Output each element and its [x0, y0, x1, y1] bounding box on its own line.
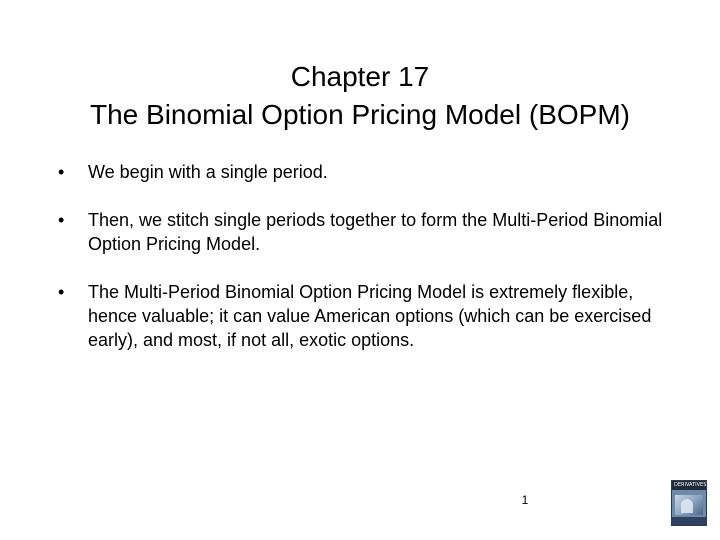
page-number: 1 [521, 493, 529, 507]
book-cover-icon [671, 480, 707, 526]
cover-footer-band [672, 517, 706, 525]
bullet-marker: • [58, 282, 65, 302]
title-line-chapter: Chapter 17 [290, 61, 430, 92]
bullet-marker: • [58, 210, 65, 230]
bullet-text: The Multi-Period Binomial Option Pricing Model is extremely flexible, hence valuable; it can value American options (which can be exercised early), and most, if not all, exotic options. [88, 282, 652, 350]
bullet-marker: • [58, 162, 65, 182]
bullet-text: We begin with a single period. [88, 162, 328, 182]
bullet-item [58, 280, 678, 352]
cover-title-text: DERIVATIVES [674, 482, 707, 488]
bullet-item [58, 208, 678, 256]
bullet-text: Then, we stitch single periods together to form the Multi-Period Binomial Option Pricing Model. [88, 210, 663, 254]
bullet-list [58, 160, 678, 376]
title-line-topic: The Binomial Option Pricing Model (BOPM) [90, 99, 630, 130]
cover-artwork [675, 495, 703, 515]
bullet-item [58, 160, 678, 184]
slide-title [0, 58, 720, 134]
